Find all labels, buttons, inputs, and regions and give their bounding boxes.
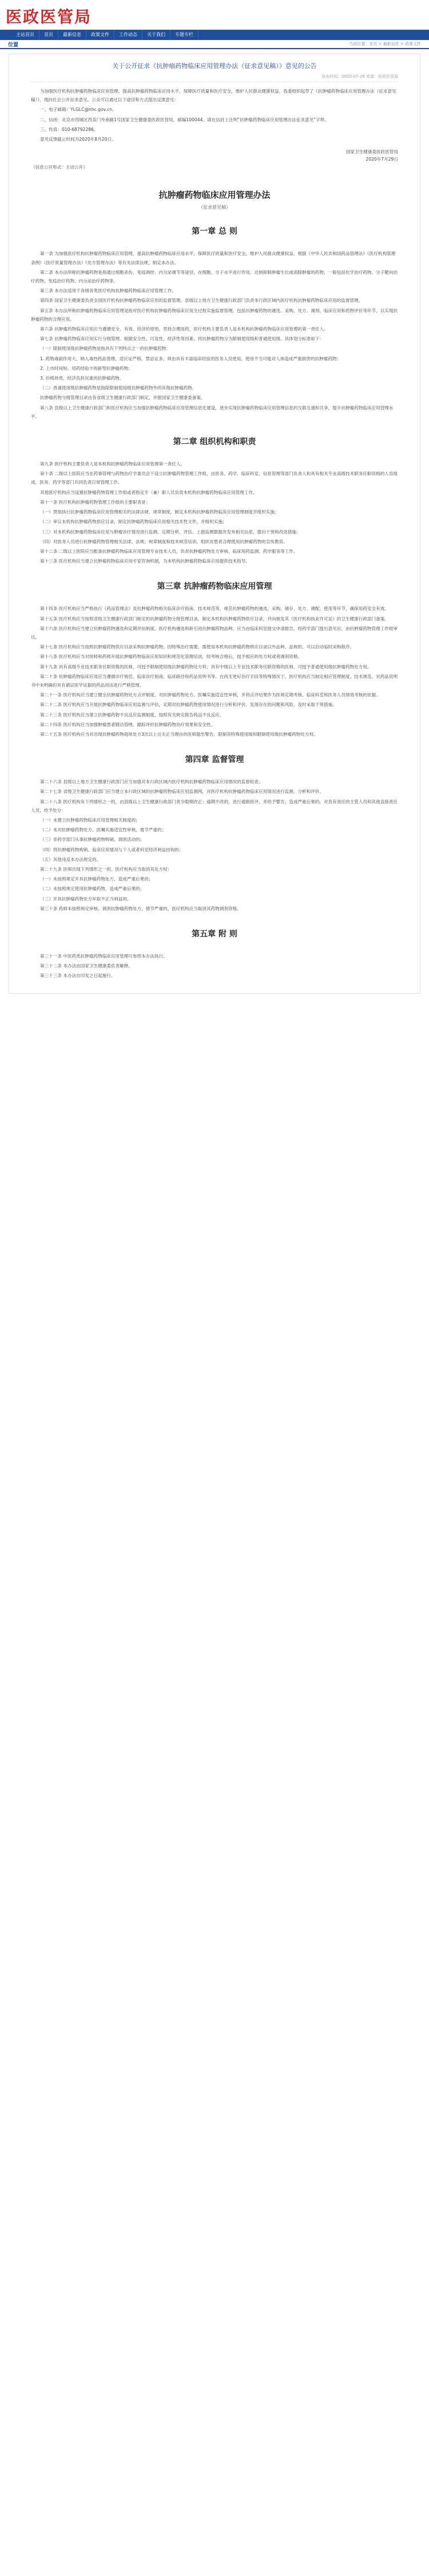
nav-item[interactable]: 专题专栏	[170, 30, 198, 40]
main-nav	[0, 30, 429, 40]
article-paragraph: 第十三条 医疗机构应当建立抗肿瘤药物临床应用专家咨询机制，为本机构抗肿瘤药物临床应用提供技术指导。	[40, 559, 250, 564]
article-paragraph: 第二十条 抗肿瘤药物临床应用应当遵循诊疗规范、临床诊疗指南、临床路径和药品说明书等。在尚无更好治疗手段等特殊情况下，医疗机构应当制定相应管理制度、技术规范，对药品说明书中未明确但具有循证医学证据的药品用法进行严格管理。	[31, 673, 398, 688]
article-paragraph: 第四条 国家卫生健康委负责全国医疗机构抗肿瘤药物临床应用的监督管理。县级以上地方卫生健康行政部门负责本行政区域内医疗机构抗肿瘤药物临床应用的监督管理。	[40, 298, 363, 304]
article-paragraph: 第二十七条 省级卫生健康行政部门应当建立本行政区域的抗肿瘤药物临床应用监测网，对医疗机构抗肿瘤药物临床应用情况进行监测、分析和评价。	[40, 789, 324, 795]
article-paragraph: 第八条 县级以上卫生健康行政部门和医疗机构应当加强抗肿瘤药物临床应用管理信息化建设，逐步实现抗肿瘤药物临床应用管理信息的互联互通和共享，提升抗肿瘤药物临床应用管理水平。	[31, 405, 394, 419]
intro-paragraph: 三、传真：010-68792286。	[40, 126, 98, 132]
article-paragraph: 第二十三条 医疗机构应当建立抗肿瘤药物不良反应监测制度，按照有关规定报告药品不良反应。	[40, 712, 224, 717]
signature-org: 国家卫生健康委医政医管局	[345, 149, 398, 155]
nav-item[interactable]: 最新信息	[58, 30, 86, 40]
disclosure-note: （信息公开形式：主动公开）	[31, 165, 88, 170]
article-paragraph: （五）其他违反本办法规定的。	[40, 856, 101, 862]
chapter-heading: 第二章 组织机构和职责	[173, 437, 256, 447]
signature-date: 2020年7月29日	[366, 157, 398, 162]
article-paragraph: 第二十六条 县级以上地方卫生健康行政部门应当加强对本行政区域内医疗机构抗肿瘤药物临床应用情况的监督检查。	[40, 779, 263, 785]
article-paragraph: 第十一条 医疗机构抗肿瘤药物管理工作组的主要职责是：	[40, 499, 150, 505]
article-paragraph: 第六条 抗肿瘤药物临床应用应当遵循安全、有效、经济的原则，坚持合理用药，医疗机构主要负责人是本机构抗肿瘤药物临床应用管理的第一责任人。	[40, 326, 328, 332]
article-paragraph: 3. 价格昂贵、经济负担沉重的抗肿瘤药物。	[40, 376, 124, 381]
article-meta: 发布时间：2020-07-29 来源：医政医管局	[31, 74, 398, 82]
article-paragraph: 第十条 二级以上医院应当在药事管理与药物治疗学委员会下设立抗肿瘤药物管理工作组，由医务、药学、临床科室、信息管理等部门负责人和具有相关专业高级技术职务任职资格的人员组成，医务、药学等部门共同负责日常管理工作。	[31, 471, 398, 485]
article-paragraph: 第二十二条 医疗机构应当开展抗肿瘤药物临床应用监测与评估，定期对抗肿瘤药物使用情况进行分析和评价，发现存在的问题和风险，及时采取干预措施。	[40, 702, 337, 708]
article-paragraph: 第二十一条 医疗机构应当建立健全抗肿瘤药物处方点评制度，对抗肿瘤药物处方、医嘱实施适宜性审核，并将点评结果作为医师定期考核、临床科室和医务人员绩效考核的依据。	[40, 692, 380, 698]
document-subtitle: （征求意见稿）	[198, 205, 231, 210]
article-paragraph: （二）普通使用级抗肿瘤药物是指除限制使用级抗肿瘤药物外的其他抗肿瘤药物。	[40, 385, 197, 391]
chapter-heading: 第三章 抗肿瘤药物临床应用管理	[157, 582, 272, 592]
chapter-heading: 第四章 监督管理	[185, 755, 244, 765]
article-paragraph: 第七条 抗肿瘤药物临床应用实行分级管理。根据安全性、可及性、经济性等因素，将抗肿瘤药物分为限制使用级和普通使用级。具体划分标准如下：	[40, 336, 324, 342]
article-paragraph: 第二条 本办法所称抗肿瘤药物是指通过细胞杀伤、免疫调控、内分泌调节等途径，在细胞、分子水平进行作用，达到抑制肿瘤生长或消除肿瘤的药物，一般包括化学治疗药物、分子靶向治疗药物、免疫治疗药物、内分泌治疗药物等。	[31, 269, 398, 284]
article-intro	[31, 87, 398, 143]
article-paragraph: 第二十四条 医疗机构应当加强肿瘤患者随访管理，跟踪评价抗肿瘤药物治疗效果和安全性。	[40, 721, 216, 727]
article-container	[9, 54, 420, 994]
chapter-heading: 第一章 总 则	[192, 227, 237, 237]
article-paragraph: （二）未按照规定使用抗肿瘤药物，造成严重后果的；	[40, 886, 145, 892]
breadcrumb-bar	[0, 40, 429, 49]
breadcrumb[interactable]: 当前位置：首页 > 最新信息 > 政策文件	[349, 42, 421, 46]
article-paragraph: 第十七条 医疗机构应当按照抗肿瘤药物供应目录采购抗肿瘤药物。因特殊治疗需要，需使用本机构抗肿瘤药物供应目录以外品种、品规的，可以启动临时采购程序。	[40, 644, 355, 650]
article-paragraph: 第三十一条 中医药类抗肿瘤药物临床应用管理可参照本办法执行。	[40, 954, 168, 959]
article-paragraph: 第二十九条 医师出现下列情形之一的，医疗机构应当取消其处方权：	[40, 866, 172, 872]
article-paragraph: 第十九条 具有高级专业技术职务任职资格的医师，可授予限制使用级抗肿瘤药物处方权；具有中级以上专业技术职务任职资格的医师，可授予普通使用级抗肿瘤药物处方权。	[40, 664, 372, 669]
article-paragraph: 第十四条 医疗机构应当严格执行《药品管理法》及抗肿瘤药物相关临床诊疗指南、技术规范等，规范抗肿瘤药物的遴选、采购、储存、处方、调配、使用等环节，确保用药安全有效。	[40, 606, 389, 612]
article-paragraph: 第三十条 药师未按照规定审核、调剂抗肿瘤药物处方，情节严重的，医疗机构应当取消其药物调剂资格。	[40, 906, 241, 911]
article-paragraph: （二）审议本机构抗肿瘤药物供应目录，制定抗肿瘤药物临床应用相关技术性文件，并组织实施；	[40, 519, 227, 525]
nav-item[interactable]: 主站首页	[11, 30, 39, 40]
page-title: 关于公开征求《抗肿瘤药物临床应用管理办法（征求意见稿）》意见的公告	[112, 62, 317, 70]
chapter-heading: 第五章 附 则	[192, 930, 237, 939]
article-paragraph: （三）对本机构抗肿瘤药物临床应用与肿瘤诊疗情况进行监测，定期分析、评估、上报监测数据并发布相关信息，提出干预和改进措施；	[40, 529, 301, 535]
article-paragraph: 抗肿瘤药物分级管理目录由各省级卫生健康行政部门制定，并报国家卫生健康委备案。	[40, 395, 205, 401]
article-paragraph: （二）未对抗肿瘤药物处方、医嘱实施适宜性审核，情节严重的；	[40, 827, 166, 833]
article-paragraph: （四）对医务人员进行抗肿瘤药物管理相关法律、法规、规章制度和技术规范培训，组织对患者合理使用抗肿瘤药物的宣传教育。	[40, 539, 288, 544]
nav-item[interactable]: 首页	[39, 30, 58, 40]
article-paragraph: （三）开具抗肿瘤药物处方牟取不正当利益的。	[40, 896, 132, 902]
article-paragraph: 第三十三条 本办法自印发之日起施行。	[40, 973, 116, 979]
article-paragraph: （四）将抗肿瘤药物购销、临床应用情况与个人或者科室经济利益挂钩的；	[40, 847, 184, 852]
intro-paragraph: 为加强医疗机构抗肿瘤药物临床应用管理，提高抗肿瘤药物临床应用水平，保障医疗质量和医疗安全，维护人民群众健康权益，我委组织起草了《抗肿瘤药物临床应用管理办法（征求意见稿）》，现向社会公开征求意见。公众可以通过以下途径和方式提出反馈意见：	[31, 89, 396, 103]
article-paragraph: 第二十五条 医疗机构应当对出现抗肿瘤药物超常处方3次以上且无正当理由的医师提出警告，限制其特殊使用级和限制使用级抗肿瘤药物处方权。	[40, 731, 318, 737]
article-paragraph: （三）非药学部门从事抗肿瘤药物购销、调剂活动的；	[40, 837, 145, 843]
document-body	[31, 225, 398, 980]
document-title: 抗肿瘤药物临床应用管理办法	[158, 190, 271, 201]
article-paragraph: 第二十八条 医疗机构有下列情形之一的，由县级以上卫生健康行政部门责令限期改正；逾期不改的，进行通报批评，并给予警告；造成严重后果的，对负有责任的主管人员和其他直接责任人员，给予处分：	[31, 799, 398, 813]
nav-item[interactable]: 工作动态	[114, 30, 142, 40]
article-paragraph: 第一条 为加强医疗机构抗肿瘤药物临床应用管理，提高抗肿瘤药物临床应用水平，保障医疗质量和医疗安全，维护人民群众健康权益，根据《中华人民共和国药品管理法》《医疗机构管理条例》《医疗质量管理办法》《处方管理办法》等有关法律法规，制定本办法。	[31, 251, 396, 265]
article-paragraph: 第三条 本办法适用于各级各类医疗机构抗肿瘤药物临床应用管理工作。	[40, 288, 176, 294]
article-paragraph: 第十五条 医疗机构应当按照省级卫生健康行政部门制定的抗肿瘤药物分级管理目录，制定本机构抗肿瘤药物供应目录，并向核发其《医疗机构执业许可证》的卫生健康行政部门备案。	[40, 616, 389, 621]
article-paragraph: 第三十二条 本办法由国家卫生健康委负责解释。	[40, 963, 133, 969]
intro-paragraph: 意见反馈截止时间为2020年8月20日。	[40, 137, 116, 142]
article-paragraph: 第五条 本办法所称抗肿瘤药物临床应用管理是指对医疗机构抗肿瘤药物临床应用全过程实施监督管理，包括抗肿瘤药物的遴选、采购、处方、调剂、临床应用和药物评价等环节，以实现抗肿瘤药物的合理应用。	[31, 308, 398, 322]
article-paragraph: 第十二条 二级以上医院应当配备抗肿瘤药物临床应用管理专业技术人员，负责抗肿瘤药物处方审核、临床用药监测、药学服务等工作。	[40, 548, 298, 554]
nav-item[interactable]: 关于我们	[142, 30, 170, 40]
breadcrumb-label: 位置	[8, 42, 19, 48]
article-paragraph: 第十八条 医疗机构应当对医师和药师开展抗肿瘤药物临床应用知识和规范化管理培训，经考核合格后，授予相应的处方权或者调剂资格。	[40, 654, 303, 660]
article-paragraph: 1. 药物毒副作用大，纳入毒性药品管理，适应证严格，禁忌证多，须由具有丰富临床经验的医务人员使用，使用不当可能对人体造成严重损害的抗肿瘤药物；	[40, 356, 341, 361]
site-logo[interactable]: 医政医管局	[6, 7, 92, 26]
intro-paragraph: 一、电子邮箱：YLGLC@nhc.gov.cn。	[40, 107, 117, 113]
article-paragraph: （一）贯彻执行抗肿瘤药物临床应用管理相关的法律法规、规章制度，制定本机构抗肿瘤药物临床应用管理制度并组织实施；	[40, 509, 279, 515]
article-paragraph: （一）未按照规定开具抗肿瘤药物处方，造成严重后果的；	[40, 876, 153, 882]
article-paragraph: 其他医疗机构应当设置抗肿瘤药物管理工作组或者指定专（兼）职人员负责本机构抗肿瘤药物临床应用管理工作。	[40, 489, 257, 495]
article-paragraph: 第九条 医疗机构主要负责人是本机构抗肿瘤药物临床应用管理第一责任人。	[40, 461, 185, 467]
intro-paragraph: 二、信函：北京市西城区西直门外南路1号国家卫生健康委医政医管局，邮编100044。请在信封上注明“抗肿瘤药物临床应用管理办法征求意见”字样。	[40, 117, 329, 122]
nav-item[interactable]: 政策文件	[86, 30, 114, 40]
article-paragraph: 2. 上市时间短、用药经验少的新型抗肿瘤药物；	[40, 365, 133, 371]
article-paragraph: 第十六条 医疗机构应当建立抗肿瘤药物遴选和定期评估制度。医疗机构遴选和新引进抗肿瘤药物品种，应当由临床科室提交申请报告，经药学部门提出意见后，由抗肿瘤药物管理工作组审议。	[31, 625, 398, 640]
article-paragraph: （一）限制使用级抗肿瘤药物是指具有下列特点之一的抗肿瘤药物：	[40, 346, 170, 352]
site-header	[0, 0, 429, 30]
article-paragraph: （一）未建立抗肿瘤药物临床应用管理相关制度的；	[40, 817, 140, 823]
